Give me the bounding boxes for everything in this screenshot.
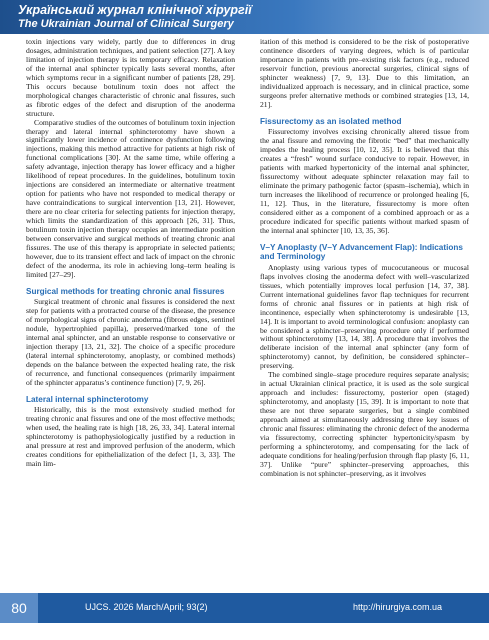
paragraph: toxin injections vary widely, partly due to differences in drug dosages, administration techniques, and patient selection [27]. A key limitation of injection therapy is its temporary efficacy. Relaxation of the internal anal sphincter typically lasts several months, after which symptoms recur in a significant number of patients [28, 29]. This occurs because botulinum toxin does not affect the morphological changes characteristic of chronic anal fissures, such as fibrotic edges of the defect and disruption of the anoderma structure. [26,38,235,118]
journal-header-banner [0,0,489,34]
paragraph: The combined single–stage procedure requires separate analysis; in actual Ukrainian clinical practice, it is used as the sole surgical approach and includes: fissurectomy, posterior open (staged) sphincterotomy, and anoplasty [15, 39]. It is important to note that these are not three separate surgeries, but a single combined approach aimed at simultaneously addressing three key issues of chronic anal fissures: eliminating the chronic defect of the anoderma via fissurectomy, correcting sphincter hypertonicity/spasm by performing a sphincterotomy, and compensating for the lack of adequate conditions for healing/perfusion through flap plasty [6, 11, 37]. Unlike “pure” sphincter–preserving approaches, this combination is not sphincter–preserving, as it involves [260,370,469,478]
paragraph: Surgical treatment of chronic anal fissures is considered the next step for patients with a protracted course of the disease, the presence of morphological signs of chronic anoderma (fibrous edges, sentinel nodule, hypertrophied papilla), preserved/marked tone of the internal anal sphincter, and an unstable response to conservative or injection therapy [13, 21, 32]. The choice of a specific procedure (lateral internal sphincterotomy, anoplasty, or combined methods) depends on the balance between the expected healing rate, the risk of recurrence, and functional consequences (primarily impairment of the sphincter apparatus’s continence function) [7, 9, 26]. [26,297,235,387]
footer-url[interactable]: http://hirurgiya.com.ua [353,602,443,612]
journal-title-ukrainian: Український журнал клінічної хірургії [18,3,252,17]
page-number: 80 [0,593,38,623]
journal-title-english: The Ukrainian Journal of Clinical Surgery [18,18,234,30]
section-heading: Lateral internal sphincterotomy [26,394,149,404]
paragraph: Fissurectomy involves excising chronically altered tissue from the anal fissure and removing the fibrotic “bed” that mechanically impedes the healing process [10, 12, 35]. It is believed that this creates a “fresh” wound surface conducive to repair. However, in patients with marked hypertonicity of the internal anal sphincter, fissurectomy without adequate sphincter relaxation may fail to eliminate the primary pathogenic factor (spasm–ischemia), which in turn increases the likelihood of recurrence or prolonged healing [6, 11, 12]. Thus, in the literature, fissurectomy is more often considered either as a component of a combined approach or as a procedure indicated for specific patients without marked spasm of the internal anal sphincter [10, 13, 35, 36]. [260,127,469,235]
right-text-column [260,38,469,586]
paragraph: itation of this method is considered to be the risk of postoperative continence disorders of varying degrees, which is of particular importance in patients with pre–existing risk factors (e.g., reduced reservoir function, previous anorectal surgeries, clinical signs of sphincter weakness) [7, 9, 13]. Due to this limitation, an individualized approach is necessary, and in clinical practice, some surgeons prefer alternative methods or combined strategies [13, 14, 21]. [260,38,469,109]
paragraph: Comparative studies of the outcomes of botulinum toxin injection therapy and lateral internal sphincterotomy have shown a significantly lower incidence of continence dysfunction following injections, making this method attractive for patients at high risk of functional complications [30]. At the same time, while offering a safety advantage, injection therapy has lower efficacy and a higher likelihood of repeat procedures. In the guidelines, botulinum toxin injections are considered an intermediate or alternative treatment option for patients who have not responded to medical therapy or have contraindications to surgical intervention [13, 21]. However, there are no clear criteria for selecting patients for injection therapy, which limits the standardization of this approach [26, 31]. Thus, botulinum toxin injection therapy occupies an intermediate position between conservative and surgical methods of treating chronic anal fissures. The use of this therapy is appropriate in selected patients; however, due to its transient effect and lack of impact on the chronic defect of the anoderma, its role in achieving long–term healing is limited [27–29]. [26,117,235,279]
section-heading: V–Y Anoplasty (V–Y Advancement Flap): Indications and Terminology [260,242,463,262]
left-text-column [26,38,235,586]
paragraph: Anoplasty using various types of mucocutaneous or mucosal flaps involves closing the anoderma defect with well–vascularized tissues, which potentially improves local perfusion [14, 37, 38]. Current international guidelines favor flap techniques for recurrent forms of chronic anal fissures or in patients at high risk of incontinence, especially when sphincterotomy is undesirable [13, 14]. It is important to avoid terminological confusion: anoplasty can be considered a sphincter–preserving procedure only if performed without sphincterotomy [13, 14, 38]. A procedure that involves the deliberate incision of the internal anal sphincter (any form of sphincterotomy) cannot, by definition, be considered sphincter–preserving. [260,262,469,371]
section-heading: Fissurectomy as an isolated method [260,116,402,126]
section-heading: Surgical methods for treating chronic anal fissures [26,286,225,296]
paragraph: Historically, this is the most extensively studied method for treating chronic anal fissures and one of the most effective methods; when used, the healing rate is high [18, 26, 33, 34]. Lateral internal sphincterotomy is pathophysiologically justified by a reduction in anal pressure at rest and improved perfusion of the anoderm, which creates conditions for epithelialization of the defect [1, 3, 33]. The main lim- [26,405,235,469]
footer-citation: UJCS. 2026 March/April; 93(2) [85,602,208,612]
